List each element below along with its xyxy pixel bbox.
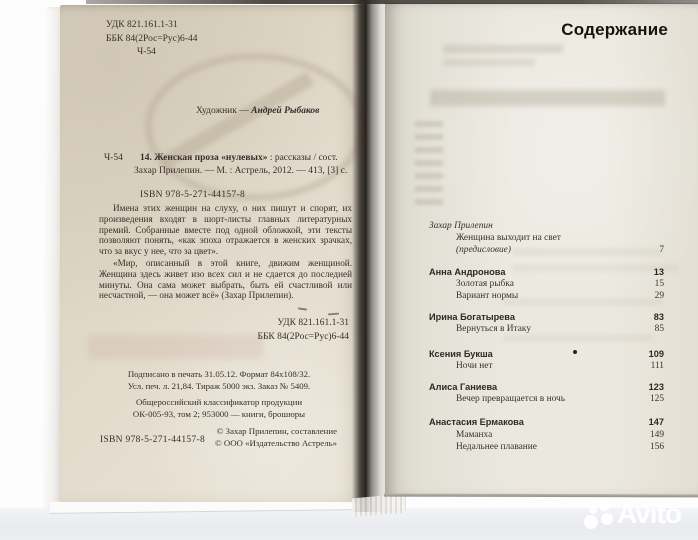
text-showthrough [88,335,263,359]
avito-logo-icon [599,500,610,511]
toc-entry-row: Вариант нормы 29 [456,291,664,302]
print-line-1: Подписано в печать 31.05.12. Формат 84x108/32. [127,369,311,379]
toc-entry-row: (предисловие) 7 [456,245,664,256]
catalog-code: Ч-54 [104,153,123,163]
left-page-imprint [60,5,363,502]
catalog-title: 14. Женская проза «нулевых» [140,153,268,163]
right-page-contents [385,3,698,496]
book-top-edge [86,0,698,4]
toc-author-row: Захар Прилепин [429,221,493,231]
print-line-2: Усл. печ. л. 21,84. Тираж 5000 экз. Заказ № 5409. [127,380,311,391]
toc-entry-row: Недальнее плавание 156 [456,441,664,452]
toc-author-row: Ксения Букша 109 [429,348,664,359]
toc-entry-row: Золотая рыбка 15 [456,278,664,289]
avito-logo-icon [584,515,598,529]
annotation-paragraph-1: Имена этих женщин на слуху, о них пишут и спорят, их произведения входят в шорт-листы главных литературных премий. Собранные вместе под одной обложкой, эти тексты позволяют понять, «как эпоха отражается в женских зрачках, что за вкус у нее, что за цвет». [99,203,352,257]
catalog-line2: Захар Прилепин. — М. : Астрель, 2012. — 413, [3] с. [134,165,348,176]
catalog-entry [104,152,370,177]
contents-heading: Содержание [561,20,668,39]
udc-bbk-bottom [258,317,349,344]
numbers-showthrough [415,121,443,209]
classifier-line-2: ОК-005-93, том 2; 953000 — книги, брошюры [132,408,306,419]
toc-author-row: Алиса Ганиева 123 [429,382,664,393]
avito-watermark [582,497,698,535]
catalog-title-rest: : рассказы / сост. [267,153,338,163]
avito-logo-icon [601,513,613,525]
artist-name: Андрей Рыбаков [251,106,320,116]
heading-showthrough [430,90,665,106]
toc-author-row: Анастасия Ермакова 147 [429,417,664,428]
isbn-bottom: ISBN 978-5-271-44157-8 [100,435,206,445]
text-showthrough [443,45,563,53]
udc-bottom-line: УДК 821.161.1-31 [277,318,349,328]
avito-logo-icon [589,506,597,514]
text-showthrough [443,59,535,66]
annotation [99,203,352,301]
copyright-block [215,425,337,449]
toc-entry-row: Ночи нет 111 [456,360,664,371]
pencil-mark [298,307,307,310]
udc-bbk-block [106,19,197,60]
pencil-mark [328,313,339,316]
artist-label: Художник — [196,106,249,116]
copyright-compiler: © Захар Прилепин, составление [216,426,337,436]
toc-author-row: Ирина Богатырева 83 [429,312,664,323]
print-info [88,369,350,420]
table-of-contents [429,220,664,453]
bbk-line: ББК 84(2Рос=Рус)6-44 [106,33,198,44]
publisher-logo-showthrough [145,53,365,201]
avito-wordmark: Avito [617,498,681,529]
copyright-publisher: © ООО «Издательство Астрель» [214,438,337,448]
bbk-bottom-line: ББК 84(2Рос=Рус)6-44 [257,331,349,342]
isbn-top: ISBN 978-5-271-44157-8 [140,190,246,200]
toc-entry-row: Женщина выходит на свет [456,233,561,244]
toc-author-row: Анна Андронова 13 [429,266,664,277]
toc-entry-row: Вечер превращается в ночь 125 [456,394,664,405]
toc-entry-row: Вернуться в Итаку 85 [456,324,664,335]
annotation-paragraph-2: «Мир, описанный в этой книге, движим женщиной. Женщина здесь живет изо всех сил и не сдается до последней минуты. Она сама может выбрать, быть ей счастливой или несчастной, — она может всё» (Захар Прилепин). [99,257,352,301]
udc-line: УДК 821.161.1-31 [106,20,178,30]
toc-entry-row: Маманха 149 [456,429,664,440]
artist-credit [196,106,319,116]
author-code: Ч-54 [137,47,156,57]
classifier-line-1: Общероссийский классификатор продукции [135,397,303,407]
